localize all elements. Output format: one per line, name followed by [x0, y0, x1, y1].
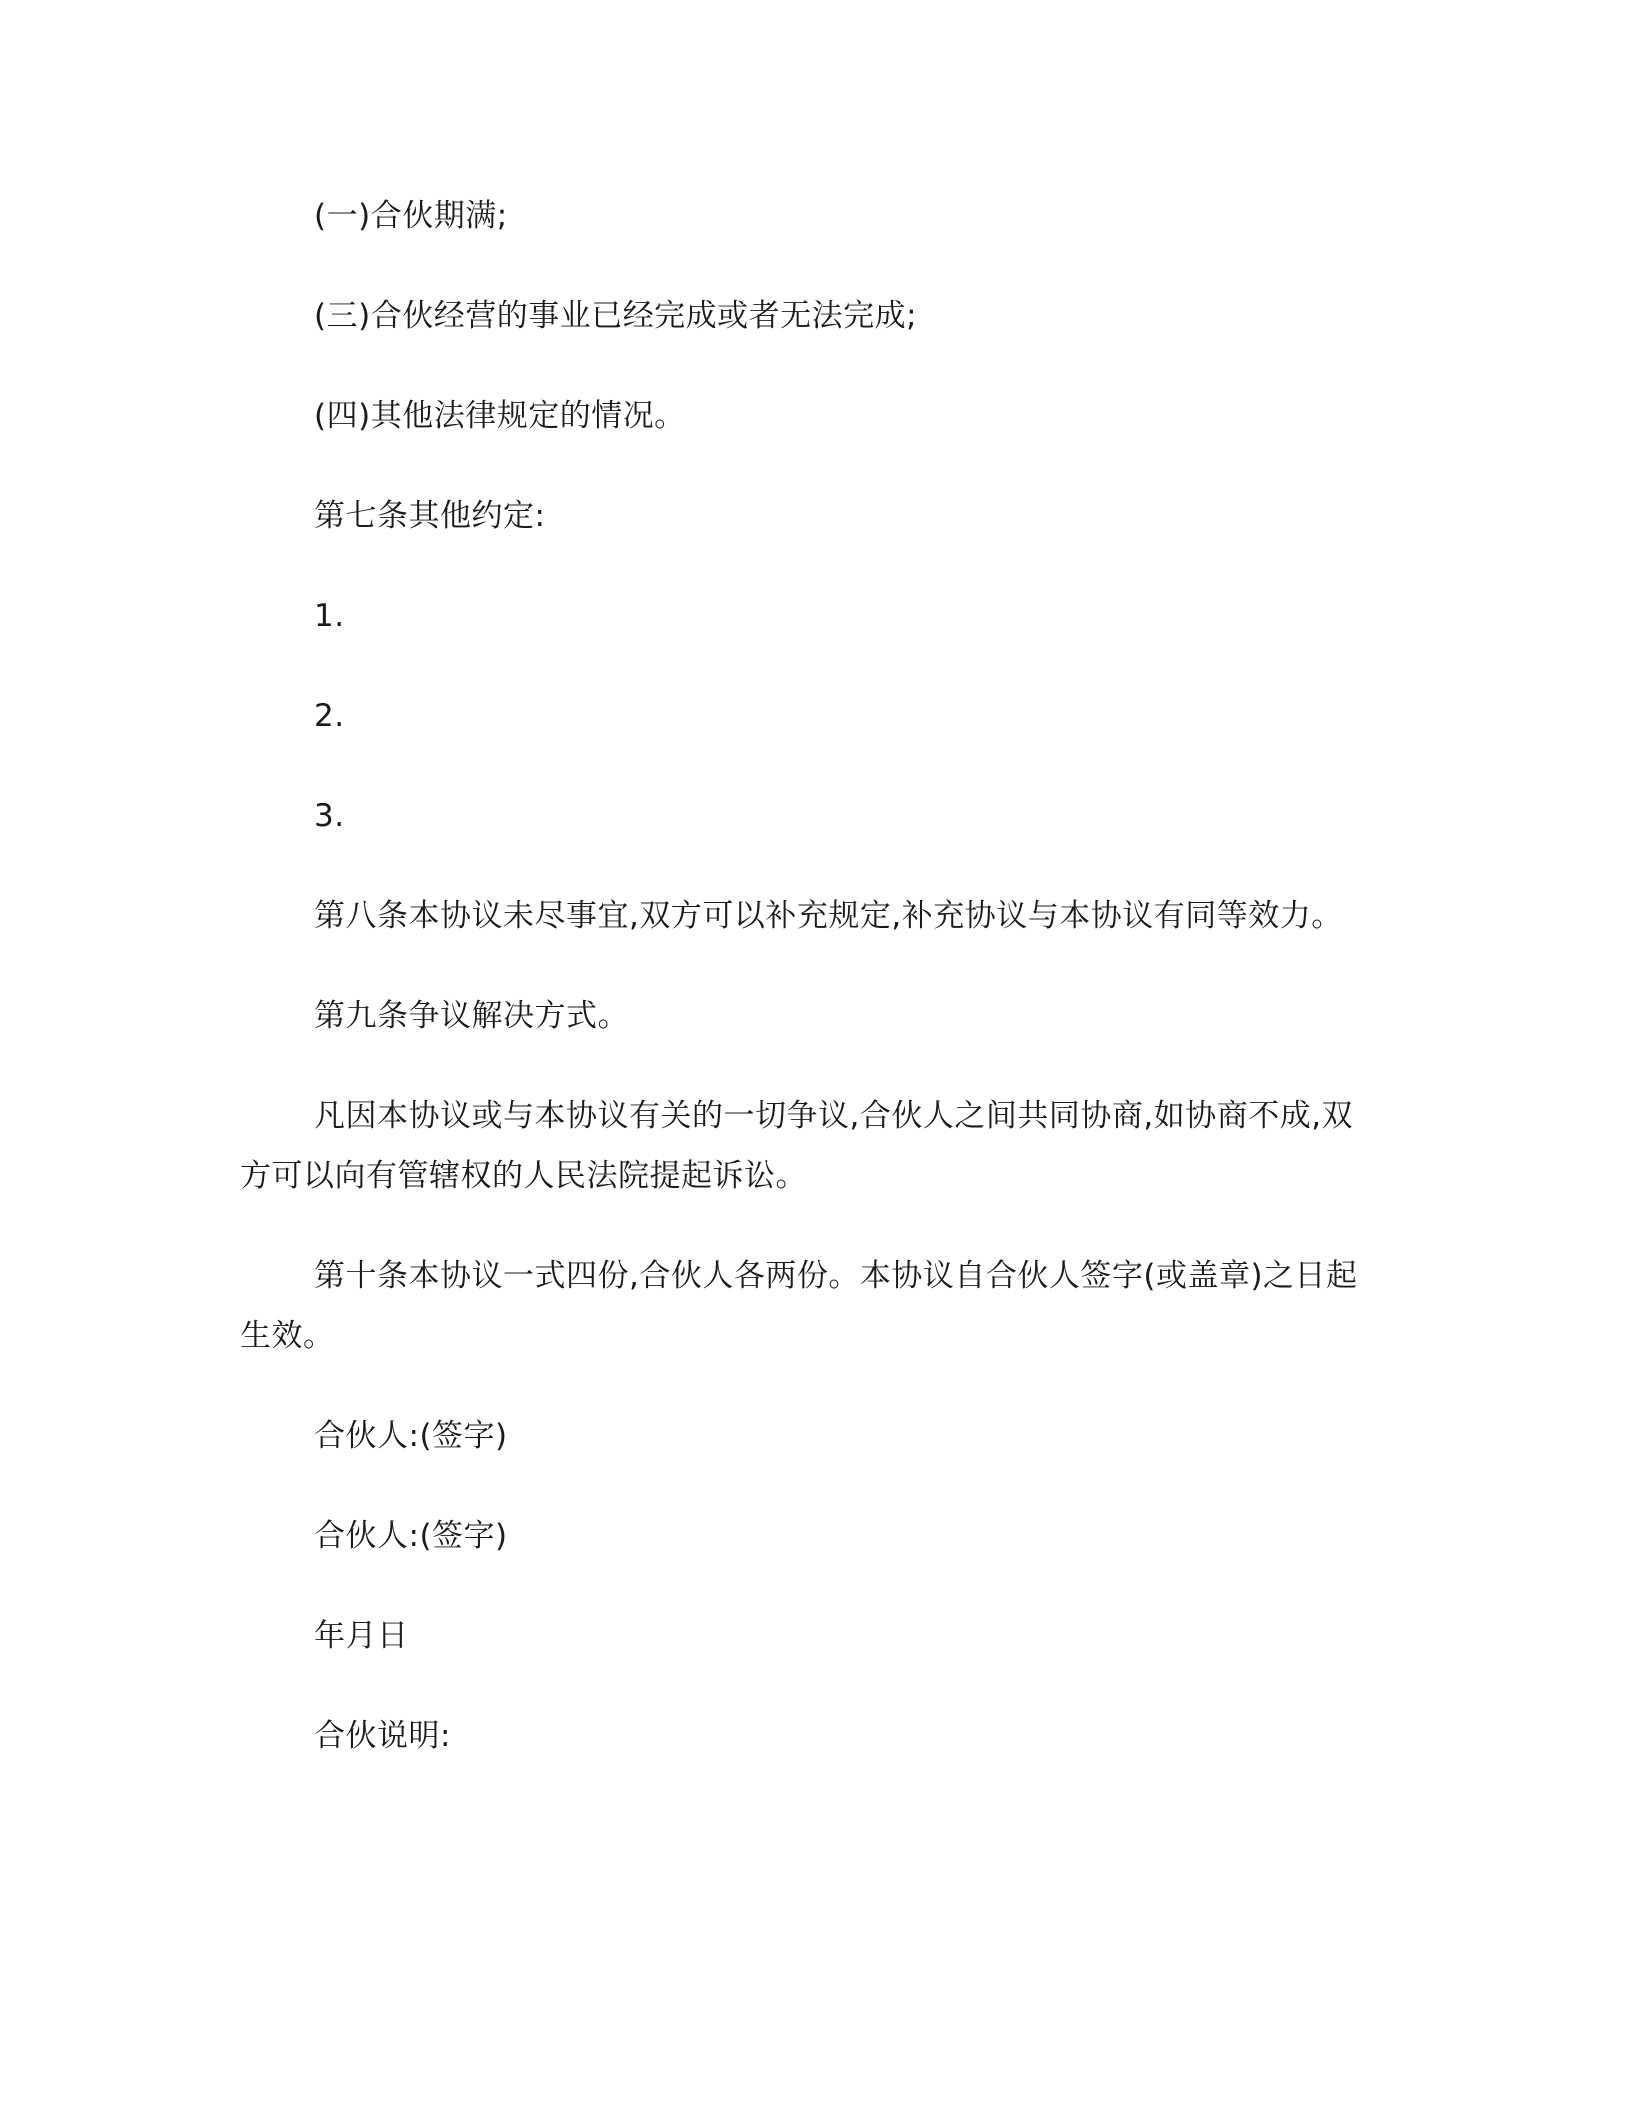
article-9-heading: 第九条争议解决方式。 [314, 998, 629, 1034]
dispute-resolution-paragraph: 凡因本协议或与本协议有关的一切争议,合伙人之间共同协商,如协商不成,双方可以向有管辖权的人民法院提起诉讼。 [240, 1098, 1354, 1194]
other-agreement-item-1: 1. [314, 598, 345, 634]
clause-item-1: (一)合伙期满; [314, 198, 508, 234]
partnership-notes-heading: 合伙说明: [314, 1718, 451, 1754]
article-10: 第十条本协议一式四份,合伙人各两份。本协议自合伙人签字(或盖章)之日起生效。 [240, 1258, 1358, 1354]
article-7-heading: 第七条其他约定: [314, 498, 546, 534]
date-line: 年月日 [314, 1618, 409, 1654]
other-agreement-item-3: 3. [314, 798, 345, 834]
article-8: 第八条本协议未尽事宜,双方可以补充规定,补充协议与本协议有同等效力。 [314, 898, 1343, 934]
partner-signature-2: 合伙人:(签字) [314, 1518, 508, 1554]
partner-signature-1: 合伙人:(签字) [314, 1418, 508, 1454]
clause-item-3: (三)合伙经营的事业已经完成或者无法完成; [314, 298, 918, 334]
clause-item-4: (四)其他法律规定的情况。 [314, 398, 686, 434]
other-agreement-item-2: 2. [314, 698, 345, 734]
